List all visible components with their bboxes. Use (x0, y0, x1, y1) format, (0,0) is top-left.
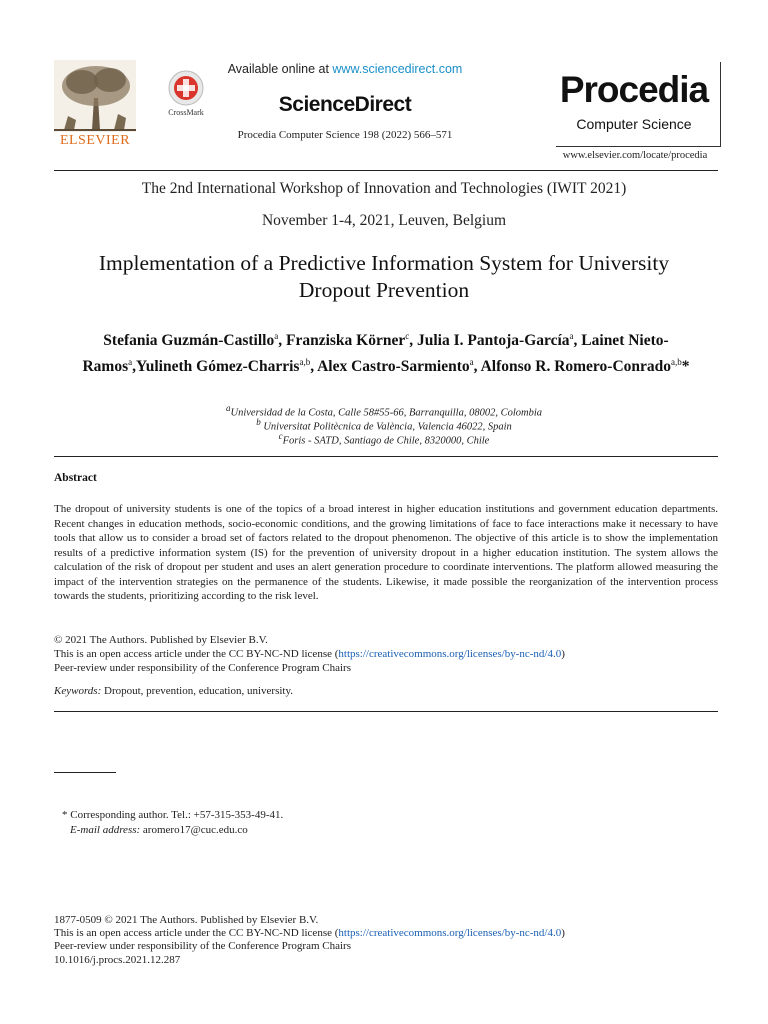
license-suffix: ) (561, 648, 565, 660)
procedia-subtitle: Computer Science (576, 116, 692, 132)
keywords-line (54, 685, 293, 697)
affiliation-mark: b (256, 417, 261, 427)
license-link[interactable]: https://creativecommons.org/licenses/by-nc-nd/4.0 (338, 648, 562, 660)
crossmark-icon[interactable] (168, 70, 204, 106)
paper-title-line2: Dropout Prevention (298, 278, 470, 302)
license-line (54, 647, 718, 662)
affiliation-c (0, 431, 768, 447)
author-separator: , (132, 357, 136, 375)
keywords-label: Keywords: (54, 685, 102, 697)
affiliation-mark: c (278, 431, 283, 441)
author-separator: , (310, 357, 318, 375)
author-affil-mark: a (569, 331, 574, 341)
author-affil-mark: c (405, 331, 410, 341)
author-name: Yulineth Gómez-Charris (135, 357, 300, 375)
peer-review-line: Peer-review under responsibility of the Conference Program Chairs (54, 662, 351, 674)
copyright-line: © 2021 The Authors. Published by Elsevier B.V. (54, 634, 268, 646)
keywords-text: Dropout, prevention, education, university. (101, 685, 294, 697)
available-prefix: Available online at (227, 62, 333, 76)
issn-line: 1877-0509 © 2021 The Authors. Published by Elsevier B.V. (54, 914, 319, 926)
header-rule (54, 170, 718, 171)
affiliation-text: Universidad de la Costa, Calle 58#55-66, Barranquilla, 08002, Colombia (230, 407, 542, 419)
email-label: E-mail address: (70, 823, 141, 836)
sciencedirect-logo: ScienceDirect (278, 93, 412, 116)
doi[interactable]: 10.1016/j.procs.2021.12.287 (54, 953, 181, 966)
sciencedirect-link[interactable]: www.sciencedirect.com (332, 62, 463, 76)
affiliation-text: Universitat Politècnica de València, Valencia 46022, Spain (263, 421, 512, 433)
author-affil-mark: a (469, 356, 474, 367)
abstract-bottom-rule (54, 711, 718, 712)
footnote-rule (54, 772, 116, 773)
journal-reference: Procedia Computer Science 198 (2022) 566–571 (237, 129, 453, 141)
author-name: Franziska Körner (285, 332, 406, 350)
author-affil-mark: a,b (671, 356, 682, 367)
author-name: Julia I. Pantoja-García (416, 332, 570, 350)
author-name: Alex Castro-Sarmiento (317, 357, 470, 375)
affiliation-text: Foris - SATD, Santiago de Chile, 8320000, Chile (282, 435, 490, 447)
footer-peer-review: Peer-review under responsibility of the Conference Program Chairs (54, 940, 351, 953)
author-affil-mark: a (274, 331, 279, 341)
abstract-heading: Abstract (54, 472, 97, 484)
correspondence-note (62, 808, 283, 837)
conference-name: The 2nd International Workshop of Innovation and Technologies (IWIT 2021) (141, 180, 627, 197)
author-affil-mark: a,b (299, 356, 311, 367)
footer-license-link[interactable]: https://creativecommons.org/licenses/by-nc-nd/4.0 (338, 927, 562, 940)
conference-dates: November 1-4, 2021, Leuven, Belgium (261, 212, 507, 229)
author-separator: , (473, 357, 481, 375)
footer-license-suffix: ) (561, 927, 565, 940)
paper-title (0, 250, 768, 304)
author-separator: , (278, 332, 286, 350)
corresponding-author-line: * Corresponding author. Tel.: +57-315-353-49-41. (62, 809, 284, 821)
author-name: Alfonso R. Romero-Conrado (480, 357, 672, 375)
license-prefix: This is an open access article under the CC BY-NC-ND license ( (54, 648, 339, 660)
author-name: Stefania Guzmán-Castillo (103, 332, 275, 350)
email-line (62, 823, 283, 838)
author-separator: * (681, 357, 690, 375)
author-separator: , (573, 332, 582, 350)
author-affil-mark: a (128, 356, 133, 367)
footer-license-prefix: This is an open access article under the CC BY-NC-ND license ( (54, 927, 339, 940)
journal-url[interactable]: www.elsevier.com/locate/procedia (562, 150, 708, 161)
footer-license-line (54, 927, 565, 940)
available-online-line (215, 62, 475, 76)
abstract-top-rule (54, 456, 718, 457)
abstract-body: The dropout of university students is one of the topics of a broad interest in higher education institutions and government education departments. Recent changes in education methods, socio-economic conditions, and the growing limitations of face to face interactions make it necessary to have tools that allow us to consider a broad set of factors related to the dropout phenomenon. The objective of this article is to show the implementation results of a predictive information system (IS) for the prevention of university dropout in a higher education institution. The system allows the calculation of the risk of dropout per student and uses an alert generation procedure to coordinate interventions. The platform allowed measuring the impact of the intervention strategies on the permanence of the students. Likewise, it made possible the reorganization of the intervention process towards the students, prioritizing according to the risk level. (54, 503, 718, 602)
page-footer (54, 914, 565, 967)
procedia-logo: Procedia (559, 69, 709, 110)
author-list (54, 326, 718, 377)
crossmark-label: CrossMark (168, 108, 204, 117)
affiliation-mark: a (226, 403, 231, 413)
author-separator: , (409, 332, 417, 350)
email-address[interactable]: aromero17@cuc.edu.co (140, 823, 248, 836)
author-name: Lainet Nieto-Ramos (82, 332, 669, 375)
elsevier-wordmark: ELSEVIER (59, 133, 131, 148)
paper-title-line1: Implementation of a Predictive Information System for University (98, 251, 670, 275)
